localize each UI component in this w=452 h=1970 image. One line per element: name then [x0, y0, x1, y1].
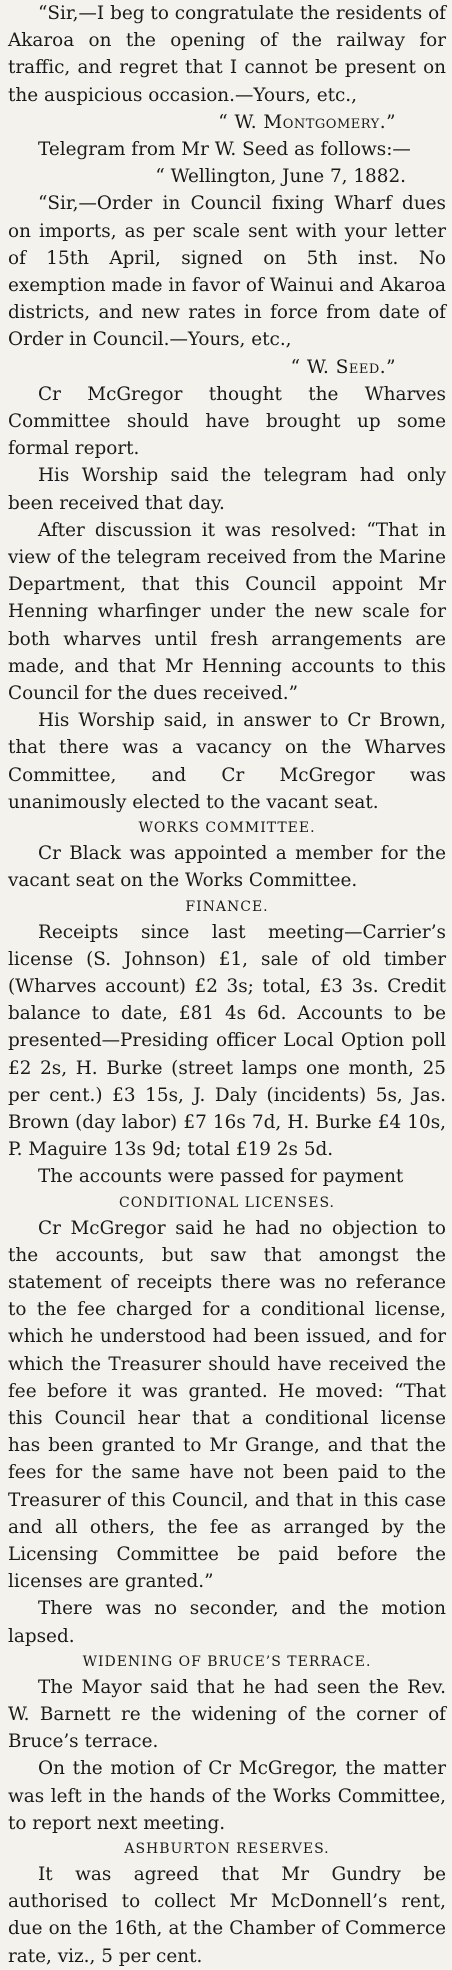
worship-telegram-paragraph: His Worship said the telegram had only been received that day.: [8, 465, 446, 514]
conditional-licenses-heading: CONDITIONAL LICENSES.: [118, 1194, 335, 1211]
accounts-passed-paragraph: The accounts were passed for payment: [38, 1166, 404, 1188]
ashburton-reserves-heading: ASHBURTON RESERVES.: [124, 1841, 330, 1857]
works-committee-paragraph: Cr Black was appointed a member for the vacant seat on the Works Committee.: [8, 843, 446, 892]
seed-signature: “ W. Seed.”: [290, 356, 396, 378]
bruce-terrace-paragraph: The Mayor said that he had seen the Rev. W. Barnett re the widening of the corner of Bruce’s terrace.: [8, 1676, 446, 1753]
finance-heading: FINANCE.: [185, 898, 269, 915]
seed-dateline: “ Wellington, June 7, 1882.: [155, 166, 406, 188]
montgomery-signature: “ W. Montgomery.”: [218, 111, 396, 133]
resolution-paragraph: After discussion it was resolved: “That in view of the telegram received from the Marine Department, that this Council appoint Mr Henning wharfinger under the new scale for both wharves until fresh arrangements are made, and that Mr Henning accounts to this Council for the dues received.”: [8, 519, 446, 705]
bruce-terrace-motion-paragraph: On the motion of Cr McGregor, the matter was left in the hands of the Works Committee, to report next meeting.: [8, 1758, 446, 1834]
montgomery-letter: “Sir,—I beg to congratulate the residents of Akaroa on the opening of the railway for traffic, and regret that I cannot be present on the auspicious occasion.—Yours, etc.,: [8, 3, 446, 106]
seed-telegram-intro: Telegram from Mr W. Seed as follows:—: [38, 139, 411, 161]
ashburton-reserves-paragraph: It was agreed that Mr Gundry be authorised to collect Mr McDonnell’s rent, due on the 16th, at the Chamber of Commerce rate, viz., 5 per cent.: [8, 1864, 446, 1967]
worship-vacancy-paragraph: His Worship said, in answer to Cr Brown, that there was a vacancy on the Wharves Committee, and Cr McGregor was unanimously elected to the vacant seat.: [8, 710, 446, 813]
seed-letter: “Sir,—Order in Council fixing Wharf dues on imports, as per scale sent with your letter of 15th April, signed on 5th inst. No exemption made in favor of Wainui and Akaroa districts, and new rates in force from date of Order in Council.—Yours, etc.,: [8, 193, 446, 351]
bruce-terrace-heading: WIDENING OF BRUCE’S TERRACE.: [82, 1653, 372, 1670]
works-committee-heading: WORKS COMMITTEE.: [138, 820, 316, 837]
mcgregor-report-paragraph: Cr McGregor thought the Wharves Committee should have brought up some formal report.: [8, 383, 446, 460]
no-seconder-paragraph: There was no seconder, and the motion lapsed.: [8, 1598, 446, 1647]
conditional-licenses-paragraph: Cr McGregor said he had no objection to the accounts, but saw that amongst the statement of receipts there was no referance to the fee charged for a conditional license, which he understood had been issued, and for which the Treasurer should have received the fee before it was granted. He moved: “That this Council hear that a conditional license has been granted to Mr Grange, and that the fees for the same have not been paid to the Treasurer of this Council, and that in this case and all others, the fee as arranged by the Licensing Committee be paid before the licenses are granted.”: [8, 1217, 446, 1593]
finance-paragraph: Receipts since last meeting—Carrier’s license (S. Johnson) £1, sale of old timber (Wharves account) £2 3s; total, £3 3s. Credit balance to date, £81 4s 6d. Accounts to be presented—Presiding officer Local Option poll £2 2s, H. Burke (street lamps one month, 25 per cent.) £3 15s, J. Daly (incidents) 5s, Jas. Brown (day labor) £7 16s 7d, H. Burke £4 10s, P. Maguire 13s 9d; total £19 2s 5d.: [8, 921, 446, 1161]
